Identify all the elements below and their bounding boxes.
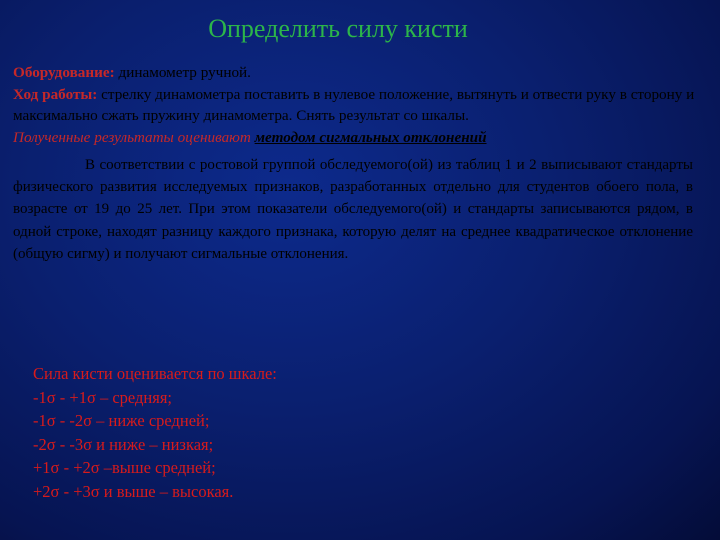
results-method: методом сигмальных отклонений — [254, 128, 487, 146]
results-line — [13, 127, 703, 149]
equipment-line — [13, 62, 703, 84]
procedure-line — [13, 84, 703, 127]
scale-item: -1σ - +1σ – средняя; — [33, 387, 173, 407]
scale-heading: Сила кисти оценивается по шкале: — [33, 364, 277, 383]
procedure-text: стрелку динамометра поставить в нулевое положение, вытянуть и отвести руку в сторону и максимально сжать пружину динамометра. Снять результат со шкалы. — [13, 85, 695, 124]
scale-item: -2σ - -3σ и ниже – низкая; — [33, 434, 214, 454]
slide-title: Определить силу кисти — [208, 14, 468, 43]
intro-block — [13, 62, 703, 148]
equipment-label: Оборудование: — [13, 64, 115, 81]
scale-item: +2σ - +3σ и выше – высокая. — [33, 481, 234, 501]
procedure-label: Ход работы: — [13, 85, 98, 103]
scale-item: -1σ - -2σ – ниже средней; — [33, 411, 210, 431]
equipment-text: динамометр ручной. — [114, 64, 251, 81]
results-lead: Полученные результаты оценивают — [13, 128, 255, 146]
scale-block — [33, 362, 433, 504]
method-paragraph: В соответствии с ростовой группой обследуемого(ой) из таблиц 1 и 2 выписывают стандарты физического развития исследуемых признаков, разработанных отдельно для студентов обоего пола, в возрасте от 19 до 25 лет. При этом показатели обследуемого(ой) и стандарты записываются рядом, в одной строке, находят разницу каждого признака, которую делят на среднее квадратическое отклонение (общую сигму) и получают сигмальные отклонения. — [13, 157, 693, 262]
scale-item: +1σ - +2σ –выше средней; — [33, 458, 216, 478]
